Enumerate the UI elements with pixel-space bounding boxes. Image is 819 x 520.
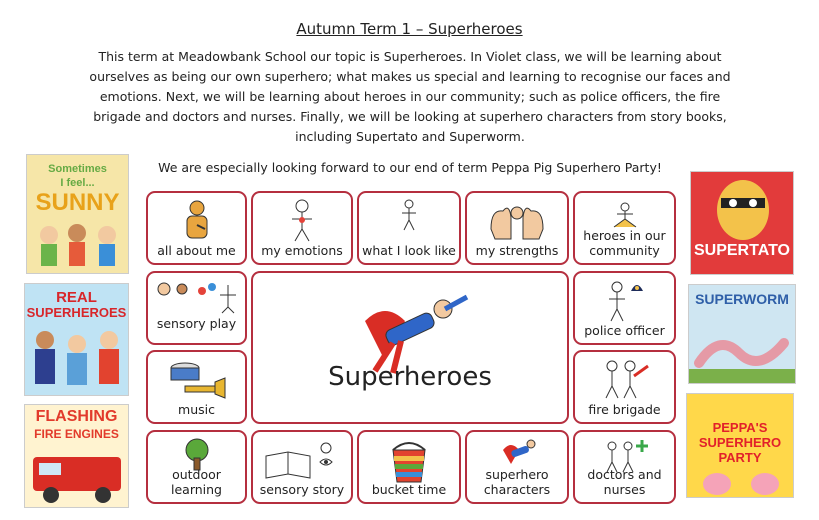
book-cover-superworm bbox=[688, 284, 796, 384]
book-title-line: Sometimes bbox=[48, 163, 107, 175]
card-label: heroes in our community bbox=[583, 228, 666, 258]
book-title-line: FIRE ENGINES bbox=[34, 427, 119, 441]
book-cover-fire-engines bbox=[24, 404, 129, 508]
sensory-play-icon bbox=[154, 279, 240, 315]
card-superheroes-center bbox=[251, 271, 569, 424]
page-title: Autumn Term 1 – Superheroes bbox=[296, 20, 523, 38]
card-my-strengths bbox=[465, 191, 569, 265]
card-label: my strengths bbox=[475, 243, 559, 258]
card-label: outdoor learning bbox=[171, 467, 222, 497]
bucket-icon bbox=[387, 438, 431, 484]
card-label: what I look like bbox=[362, 243, 456, 258]
card-fire-brigade bbox=[573, 350, 676, 424]
supertato-illustration bbox=[691, 176, 794, 246]
card-music bbox=[146, 350, 247, 424]
book-title-line: SUPERHERO bbox=[698, 435, 782, 450]
card-label: all about me bbox=[157, 243, 236, 258]
book-cover-sunny bbox=[26, 154, 129, 274]
book-title-line: SUPERHEROES bbox=[26, 305, 127, 320]
book-title-line: FLASHING bbox=[35, 408, 118, 425]
book-senses-icon bbox=[262, 438, 342, 482]
card-bucket-time bbox=[357, 430, 461, 504]
book-title-line: SUPERWORM bbox=[695, 291, 789, 307]
card-my-emotions bbox=[251, 191, 353, 265]
strong-arms-icon bbox=[487, 199, 547, 243]
card-label: sensory story bbox=[259, 482, 345, 497]
card-heroes-in-community bbox=[573, 191, 676, 265]
emotions-person-icon bbox=[282, 199, 322, 243]
firefighters-icon bbox=[600, 358, 650, 402]
card-label: my emotions bbox=[261, 243, 343, 258]
card-superhero-characters bbox=[465, 430, 569, 504]
card-label: superhero characters bbox=[483, 467, 551, 497]
helpers-illustration bbox=[25, 326, 129, 396]
book-title-line: SUNNY bbox=[35, 189, 120, 216]
person-pointing-icon bbox=[175, 199, 219, 243]
fire-engine-illustration bbox=[25, 447, 129, 507]
card-sensory-story bbox=[251, 430, 353, 504]
book-title-line: REAL bbox=[56, 289, 97, 306]
book-cover-peppa bbox=[686, 393, 794, 498]
book-title-line: PARTY bbox=[718, 450, 762, 465]
community-hero-icon bbox=[608, 199, 642, 229]
children-illustration bbox=[27, 217, 129, 274]
center-title: Superheroes bbox=[328, 362, 492, 392]
card-label: music bbox=[178, 402, 215, 417]
card-label: sensory play bbox=[156, 316, 237, 331]
book-title-line: SUPERTATO bbox=[693, 242, 790, 259]
superworm-illustration bbox=[689, 313, 796, 383]
card-label: bucket time bbox=[371, 482, 447, 497]
party-tagline: We are especially looking forward to our end of term Peppa Pig Superhero Party! bbox=[158, 160, 662, 175]
card-police-officer bbox=[573, 271, 676, 345]
standing-person-icon bbox=[394, 199, 424, 231]
card-doctors-and-nurses bbox=[573, 430, 676, 504]
card-what-i-look-like bbox=[357, 191, 461, 265]
card-outdoor-learning bbox=[146, 430, 247, 504]
book-title-line: PEPPA'S bbox=[712, 420, 768, 435]
book-cover-supertato bbox=[690, 171, 794, 275]
book-cover-real-superheroes bbox=[24, 283, 129, 396]
card-label: police officer bbox=[584, 323, 665, 338]
intro-paragraph: This term at Meadowbank School our topic is Superheroes. In Violet class, we will be learning about ourselves as being our own superhero; what makes us special and learning to recognise our faces and emotions. Next, we will be learning about heroes in our community; such as police officers, the fire brigade and doctors and nurses. Finally, we will be looking at superhero characters from story books, including Supertato and Superworm. bbox=[89, 49, 731, 144]
card-sensory-play bbox=[146, 271, 247, 345]
small-superhero-icon bbox=[497, 438, 537, 468]
card-label: doctors and nurses bbox=[587, 467, 662, 497]
peppa-illustration bbox=[687, 468, 794, 498]
book-title-line: I feel... bbox=[60, 177, 95, 189]
police-officer-icon bbox=[603, 279, 647, 323]
instruments-icon bbox=[167, 358, 227, 402]
card-all-about-me bbox=[146, 191, 247, 265]
card-label: fire brigade bbox=[588, 402, 661, 417]
